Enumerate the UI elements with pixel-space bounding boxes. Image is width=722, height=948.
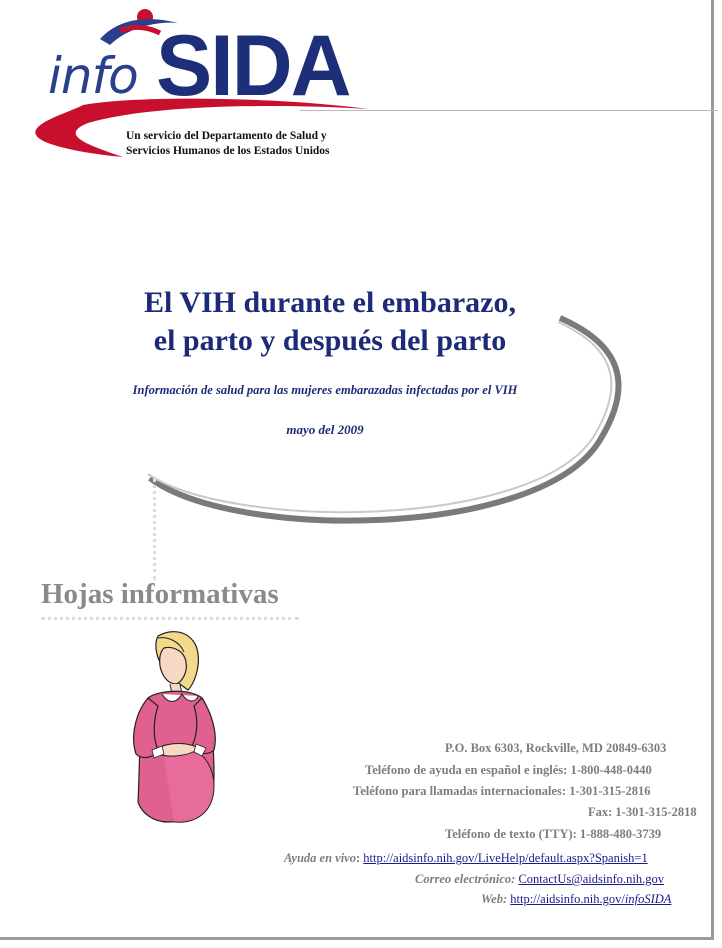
document-subtitle: Información de salud para las mujeres embarazadas infectadas por el VIH [132,383,518,397]
web-label: Web: [481,892,508,906]
live-help-line [284,851,648,866]
document-title [90,284,570,360]
live-help-link[interactable]: http://aidsinfo.nih.gov/LiveHelp/default.aspx?Spanish=1 [363,851,648,865]
contact-international: Teléfono para llamadas internacionales: 1-301-315-2816 [353,784,651,798]
live-help-label: Ayuda en vivo [284,851,356,865]
section-heading: Hojas informativas [41,578,279,610]
logo-prefix: info [48,47,138,105]
title-line1: El VIH durante el embarazo, [144,286,516,319]
dotted-divider-horizontal [41,617,299,620]
contact-tty: Teléfono de texto (TTY): 1-888-480-3739 [445,827,662,841]
document-date: mayo del 2009 [286,422,364,437]
dotted-divider-vertical [153,478,156,580]
contact-address: P.O. Box 6303, Rockville, MD 20849-6303 [445,741,667,755]
web-line [481,892,671,907]
web-link-base: http://aidsinfo.nih.gov/ [510,892,625,906]
email-label: Correo electrónico: [415,872,516,886]
live-help-separator: : [355,851,361,865]
email-line [415,872,664,887]
contact-fax: Fax: 1-301-315-2818 [588,805,697,819]
web-link[interactable] [510,892,671,906]
email-link[interactable]: ContactUs@aidsinfo.nih.gov [518,872,664,886]
contact-helpline: Teléfono de ayuda en español e inglés: 1-800-448-0440 [365,763,652,777]
tagline-line1: Un servicio del Departamento de Salud y [126,130,327,142]
logo-name: SIDA [156,18,350,114]
tagline-line2: Servicios Humanos de los Estados Unidos [126,145,330,157]
web-link-path: infoSIDA [624,892,672,906]
title-line2: el parto y después del parto [153,324,507,357]
pregnant-woman-illustration [118,626,228,826]
